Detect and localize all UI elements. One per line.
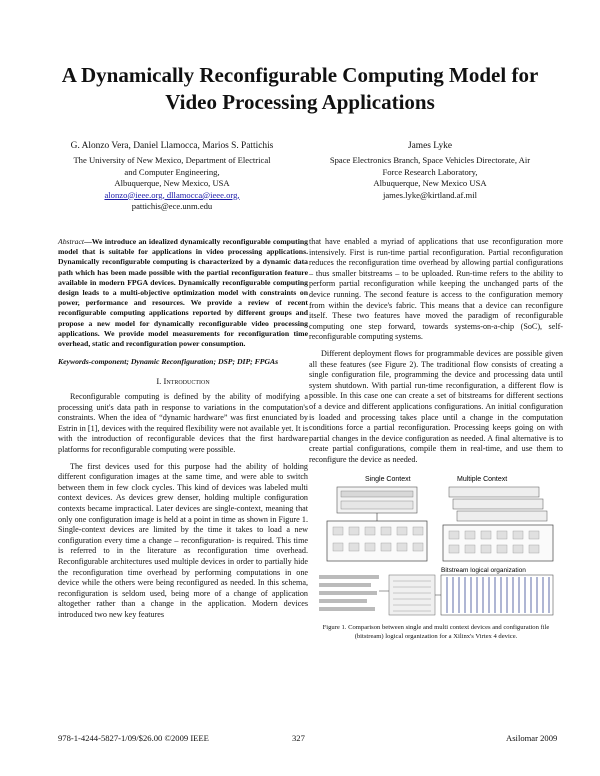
footer-page-number: 327 xyxy=(292,733,305,743)
abstract-lead: Abstract xyxy=(58,237,85,246)
left-column xyxy=(58,237,308,627)
body-paragraph: Reconfigurable computing is defined by the ability of modifying a processing unit's data path in response to variations in the computation's constraints. When the idea of “dynamic hardware” was first enunciated by Estrin in [1], devices with the required flexibility were not available yet. It is with the introduction of reconfigurable devices that the first hardware platforms for reconfigurable computing were possible. xyxy=(58,392,308,454)
footer-venue: Asilomar 2009 xyxy=(506,733,558,743)
keywords: Keywords-component; Dynamic Reconfiguration; DSP; DIP; FPGAs xyxy=(58,357,279,367)
multiple-context-label: Multiple Context xyxy=(457,476,508,484)
affiliation-line: Force Research Laboratory, xyxy=(382,166,478,177)
affiliation-line: Space Electronics Branch, Space Vehicles Directorate, Air xyxy=(329,155,531,166)
affiliation-line: and Computer Engineering, xyxy=(124,166,220,177)
author-location: Albuquerque, New Mexico USA xyxy=(373,178,487,189)
body-paragraph: The first devices used for this purpose had the ability of holding different configuration images at the same time, and were able to switch between them in few clock cycles. This kind of devices was labeled multi context devices. As devices grew denser, holding multiple configuration contexts became impractical. Later devices are single-context, meaning that only one configuration image is held at a point in time as shown in Figure 1. Single-context devices are limited by the time it takes to load a new configuration every time a change – reconfiguration- is required. This time is referred to in the literature as reconfiguration time overhead. Reconfigurable architectures used multiple devices in order to partially hide the reconfiguration time overhead by performing computations in one device while the others were being reconfigured as needed. In this schema, reconfiguration is seldom used, being more of a change of application altogether rather than a change in the application. Modern devices introduced two new key features xyxy=(58,461,308,619)
figure-1 xyxy=(309,471,563,641)
abstract-body: —We introduce an idealized dynamically reconfigurable computing model that is suitable for applications in video processing applications. Dynamically reconfigurable computing is characterized by a dynamic data path which has been made possible with the partial reconfiguration feature available in modern FPGA devices. Dynamically reconfigurable computing design leads to a multi-objective optimization model with constraints on power, performance and resources. We provide a review of recent reconfigurable computing applications reported by different groups and propose a new model for dynamically reconfigurable video processing applications. We provide model measurements for reconfiguration time overhead, static and reconfiguration power consumption. xyxy=(58,237,308,349)
author-emails-link[interactable]: alonzo@ieee.org, dllamocca@ieee.org, xyxy=(104,189,240,200)
footer-isbn: 978-1-4244-5827-1/09/$26.00 ©2009 IEEE xyxy=(58,733,209,743)
author-email: james.lyke@kirtland.af.mil xyxy=(382,189,478,200)
abstract xyxy=(58,237,308,349)
author-block-unm xyxy=(52,141,292,212)
author-block-afrl xyxy=(310,141,550,201)
bitstream-label: Bitstream logical organization xyxy=(441,567,526,575)
single-context-label: Single Context xyxy=(365,476,411,484)
paper-title: A Dynamically Reconfigurable Computing Model for Video Processing Applications xyxy=(61,63,539,114)
section-heading-introduction: I. Introduction xyxy=(156,376,210,387)
right-column xyxy=(309,237,563,643)
single-context-device xyxy=(327,487,427,561)
body-paragraph: that have enabled a myriad of applications that use reconfiguration more intensively. First is run-time partial reconfiguration. Partial reconfiguration reduces the reconfiguration time overhead by allowing partial configurations – thus smaller bitstreams – to be uploaded. Run-time refers to the ability to perform partial reconfiguration while keeping the unchanged parts of the device running. The second feature is access to the configuration memory from within the device's fabric. This means that a device can reconfigure itself. These two features have moved the paradigm of reconfigurable computing one step forward, towards systems-on-a-chip (SoC), self-reconfigurable computing systems. xyxy=(309,237,563,342)
affiliation-line: The University of New Mexico, Department of Electrical xyxy=(73,155,271,166)
author-email: pattichis@ece.unm.edu xyxy=(131,201,213,212)
figure-1-caption: Figure 1. Comparison between single and multi context devices and configuration file (bitstream) logical organization for a Xilinx's Virtex 4 device. xyxy=(322,624,550,640)
author-location: Albuquerque, New Mexico, USA xyxy=(114,178,230,189)
author-names: G. Alonzo Vera, Daniel Llamocca, Marios S. Pattichis xyxy=(70,141,274,151)
body-paragraph: Different deployment flows for programmable devices are possible given all these features (see Figure 2). The traditional flow consists of creating a single configuration file, programming the device and processing data until system shutdown. With partial run-time reconfiguration, a different flow is possible. In this case one can create a set of bitstreams for different sections of a device and different applications configurations. An initial configuration is loaded and processing takes place until a change in the computation conditions force a partial reconfiguration. Processing keeps going on with partial changes in the device configuration as needed. A final alternative is to create partial configurations, compile them in real-time, and use them to reconfigure the device as needed. xyxy=(309,348,563,464)
figure-1-diagram xyxy=(309,471,563,621)
author-names: James Lyke xyxy=(408,141,452,151)
